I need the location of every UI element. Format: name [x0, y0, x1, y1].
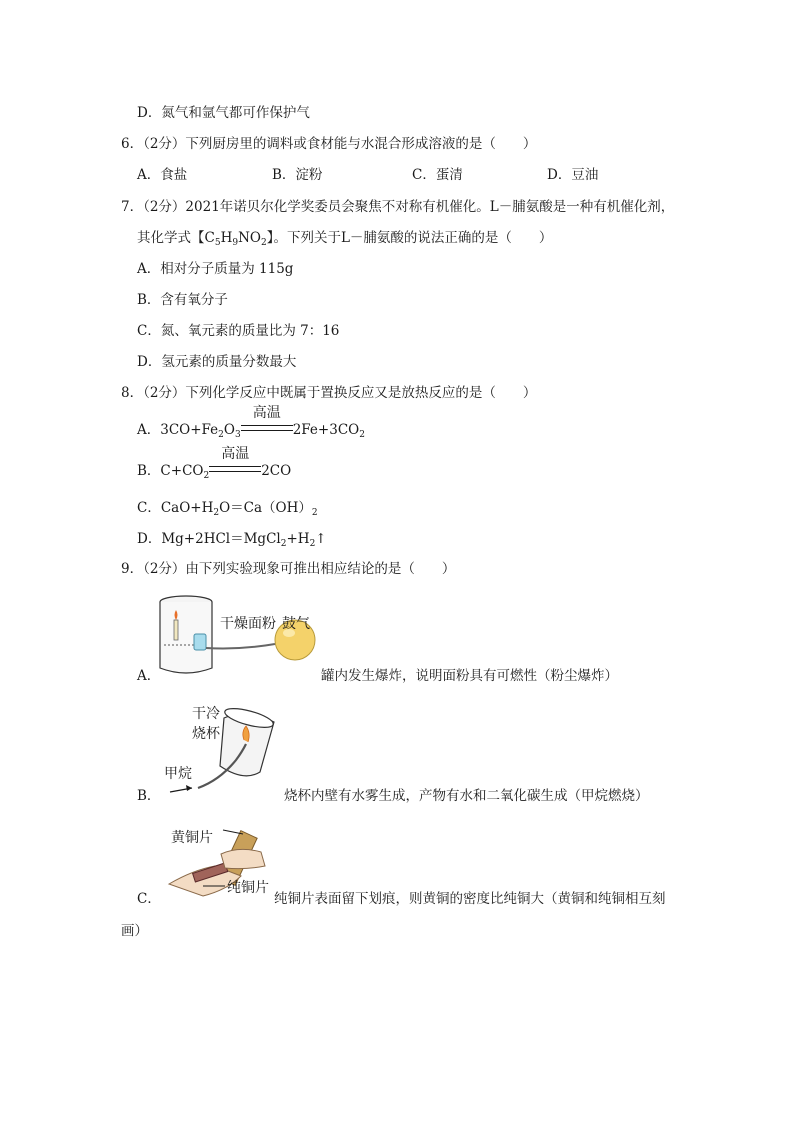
- q9-option-b-text: 烧杯内壁有水雾生成，产物有水和二氧化碳生成（甲烷燃烧）: [284, 788, 649, 804]
- fig-label-blow-air: 鼓气: [282, 616, 310, 632]
- q8-option-b: B．$C+CO_2$ 高温 2CO: [137, 446, 292, 481]
- q6-option-c: C．蛋清: [412, 167, 463, 183]
- q7-stem-line1: 7．（2分）2021年诺贝尔化学奖委员会聚焦不对称有机催化。L－脯氨酸是一种有机催化剂，: [121, 199, 675, 215]
- q9-option-c-text-cont: 画）: [121, 923, 148, 939]
- dust-explosion-figure: [150, 590, 325, 682]
- fig-label-beaker: 烧杯: [192, 726, 220, 742]
- q6-option-a: A．食盐: [137, 167, 188, 183]
- methane-combustion-figure: [162, 700, 287, 800]
- q9-option-c-label: C．: [137, 891, 161, 907]
- brass-copper-figure: [163, 824, 275, 904]
- q8-option-d: D．$Mg+2HCl=MgCl_2+H_2↑$: [137, 531, 327, 549]
- q5-option-d: D．氮气和氩气都可作保护气: [137, 105, 310, 121]
- fig-label-methane: 甲烷: [164, 766, 192, 782]
- q6-stem: 6．（2分）下列厨房里的调料或食材能与水混合形成溶液的是（ ）: [121, 136, 537, 152]
- q9-option-c-text: 纯铜片表面留下划痕，则黄铜的密度比纯铜大（黄铜和纯铜相互刻: [274, 891, 666, 907]
- q7-option-c: C．氮、氧元素的质量比为 7：16: [137, 323, 340, 339]
- fig-label-copper: 纯铜片: [227, 880, 269, 896]
- q7-stem-line2: 其化学式【$C_5H_9NO_2$】。下列关于L－脯氨酸的说法正确的是（ ）: [137, 230, 553, 248]
- reaction-condition-arrow: 高温: [209, 462, 261, 480]
- q9-option-a-label: A．: [137, 668, 161, 684]
- q7-option-a: A．相对分子质量为 115g: [137, 261, 294, 277]
- reaction-condition-arrow: 高温: [241, 421, 293, 439]
- fig-label-brass: 黄铜片: [171, 830, 213, 846]
- q8-option-a: A．$3CO+Fe_2O_3$ 高温 $2Fe+3CO_2$: [137, 405, 365, 440]
- q9-option-a-text: 罐内发生爆炸，说明面粉具有可燃性（粉尘爆炸）: [321, 668, 618, 684]
- q6-option-d: D．豆油: [547, 167, 599, 183]
- q8-option-c: C．$CaO+H_2O=Ca(OH)_2$: [137, 500, 318, 518]
- q8-stem: 8．（2分）下列化学反应中既属于置换反应又是放热反应的是（ ）: [121, 385, 537, 401]
- q7-option-d: D．氢元素的质量分数最大: [137, 354, 297, 370]
- q9-stem: 9．（2分）由下列实验现象可推出相应结论的是（ ）: [121, 561, 456, 577]
- q9-option-b-label: B．: [137, 788, 161, 804]
- q7-option-b: B．含有氧分子: [137, 292, 228, 308]
- q6-option-b: B．淀粉: [272, 167, 323, 183]
- fig-label-dry-flour: 干燥面粉: [220, 616, 276, 632]
- fig-label-dry-cold: 干冷: [192, 706, 220, 722]
